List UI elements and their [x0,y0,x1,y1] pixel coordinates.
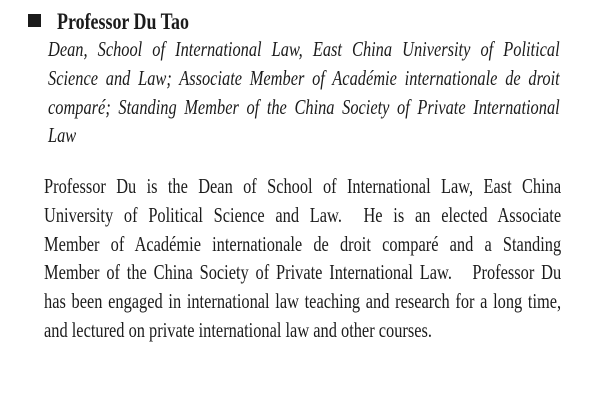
professor-name-heading: Professor Du Tao [57,9,189,34]
credentials-line: comparé; Standing Member of the China Society of Private International [48,94,560,119]
bio-paragraph [44,172,561,345]
credentials-block [48,35,560,150]
bio-line: Member of Académie internationale de droit comparé and a Standing [44,231,562,256]
bio-line: Member of the China Society of Private International Law. Professor Du [44,260,562,285]
credentials-line: Science and Law; Associate Member of Académie internationale de droit [48,65,560,90]
credentials-line: Law [48,123,77,148]
bio-line: University of Political Science and Law. He is an elected Associate [44,202,562,227]
bio-line: and lectured on private international law and other courses. [44,317,432,342]
bio-line: has been engaged in international law teaching and research for a long time, [44,289,562,314]
bio-line: Professor Du is the Dean of School of International Law, East China [44,174,562,198]
square-bullet-icon [28,14,41,27]
credentials-line: Dean, School of International Law, East China University of Political [48,37,560,61]
